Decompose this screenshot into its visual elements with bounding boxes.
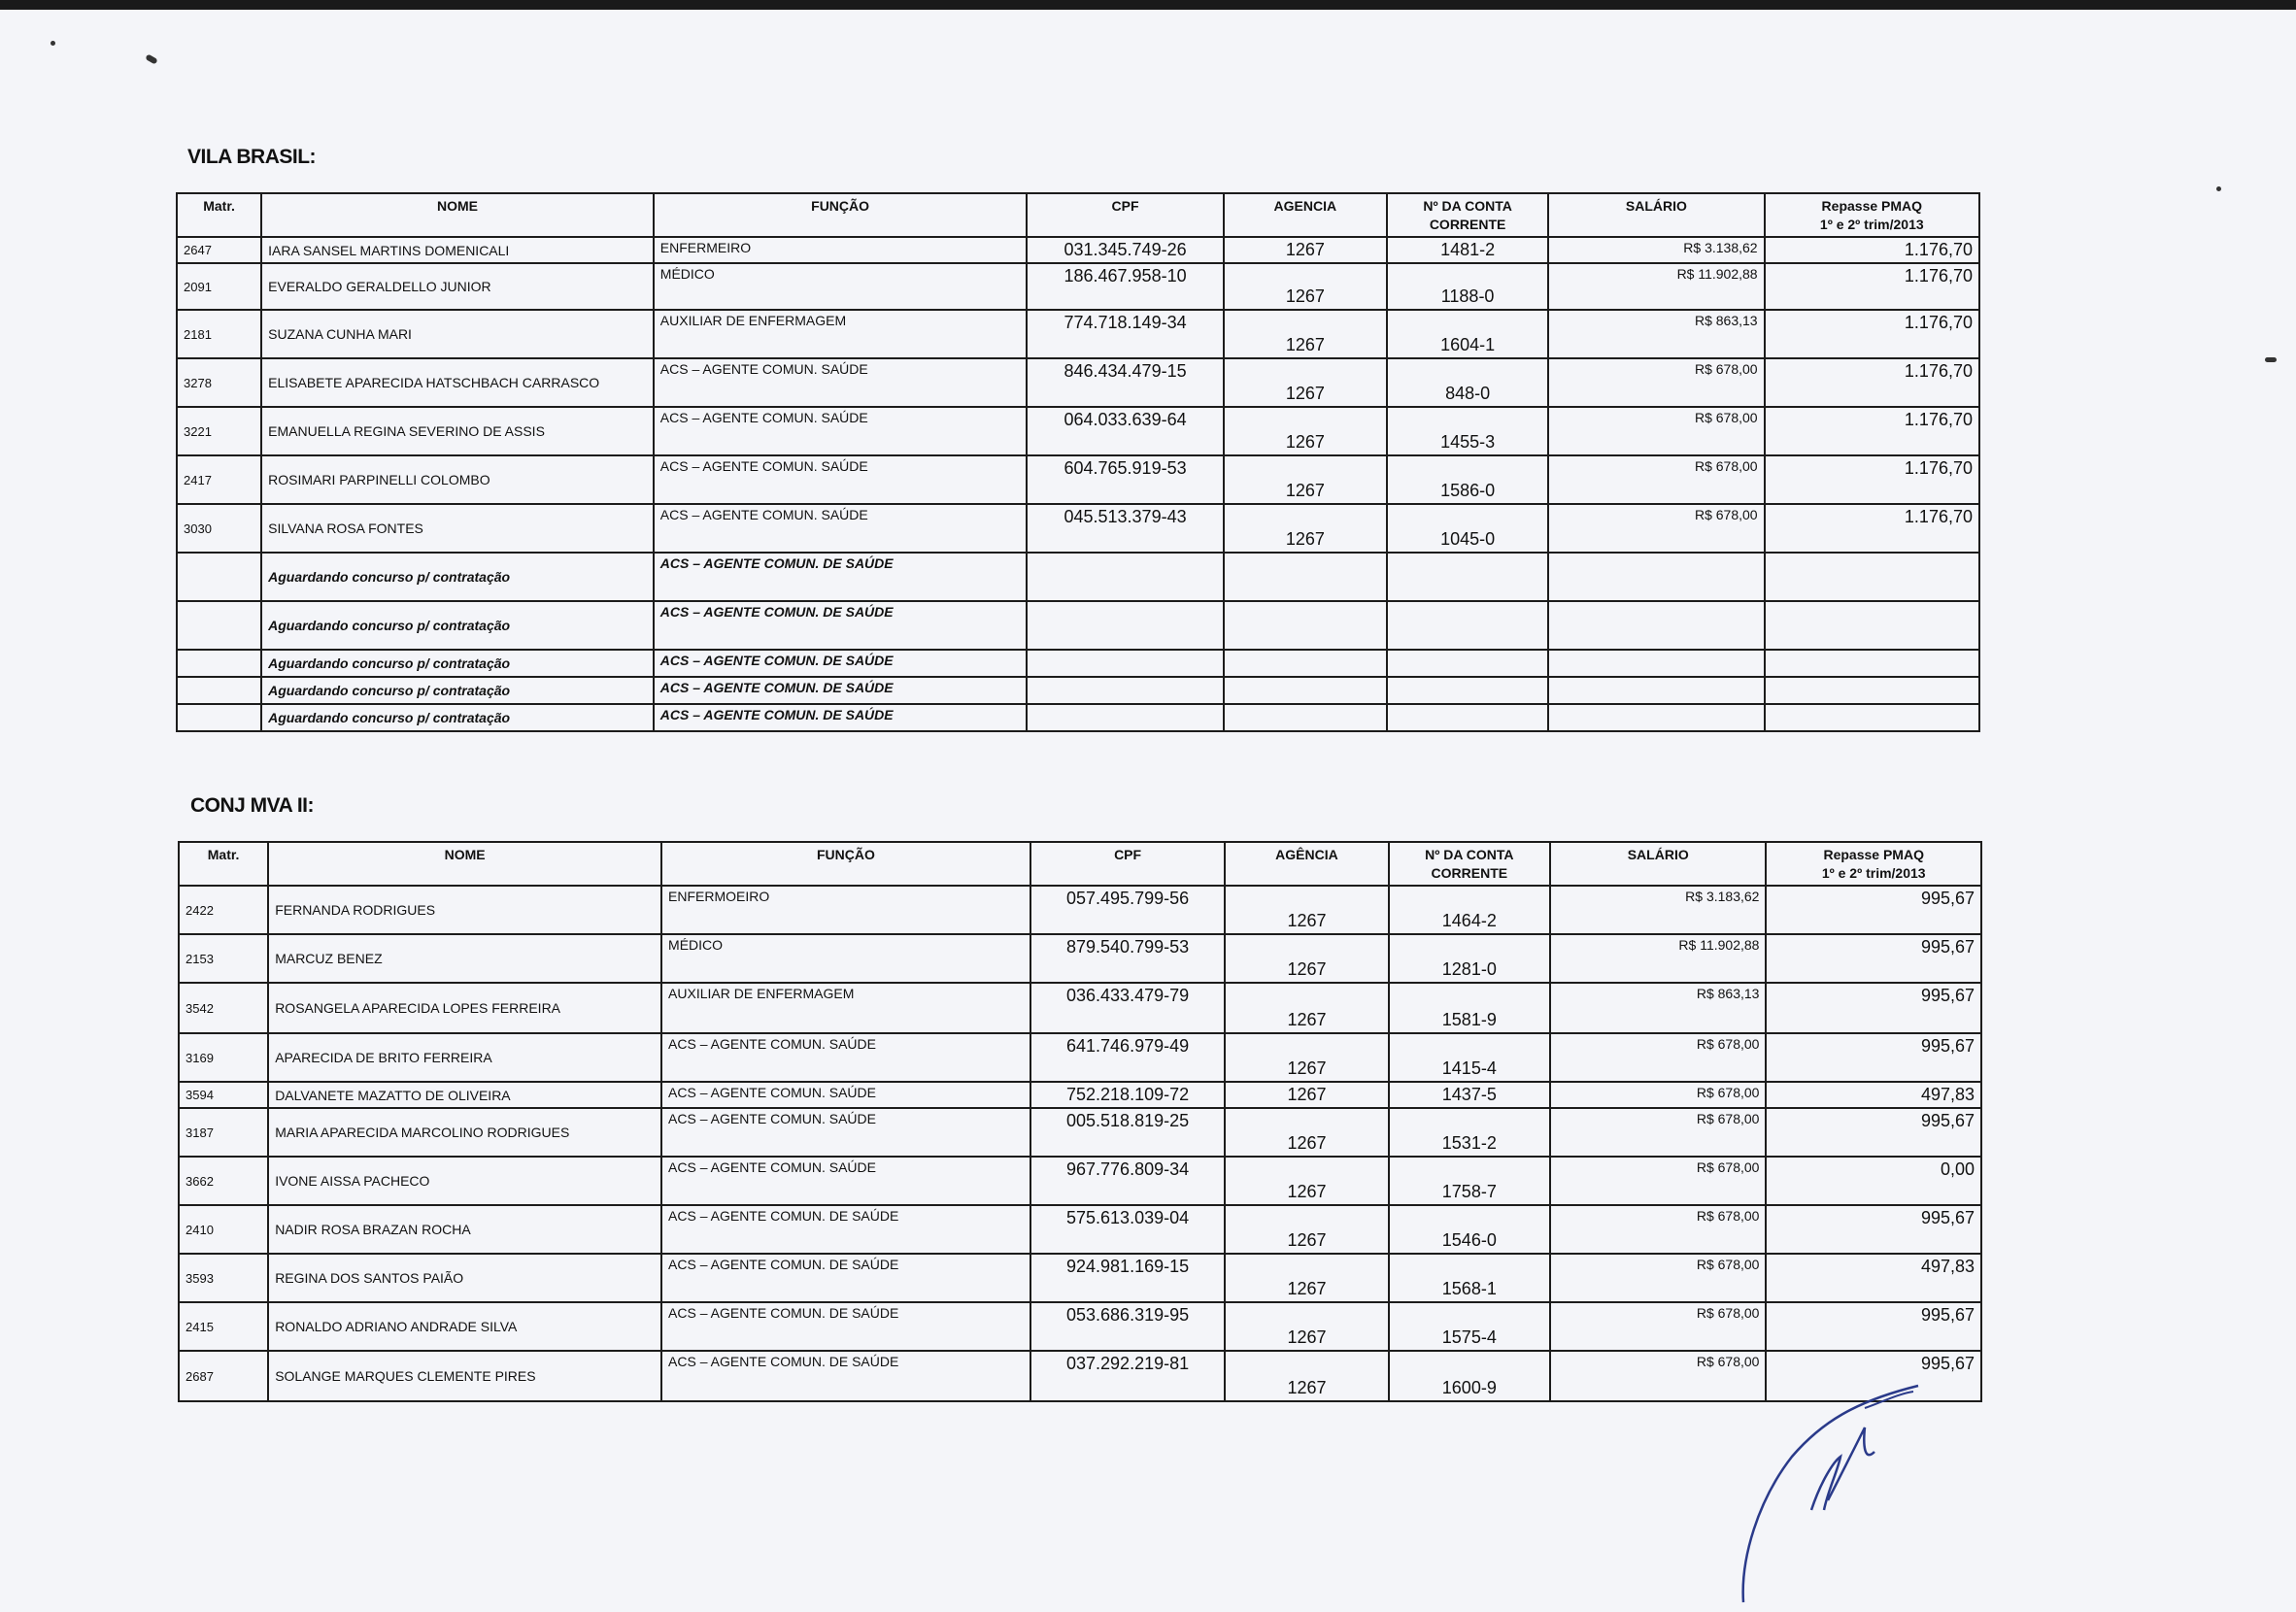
cell-agencia: 1267 <box>1225 1157 1388 1205</box>
cell-cpf: 053.686.319-95 <box>1030 1302 1225 1351</box>
header-agencia-text: AGÊNCIA <box>1275 847 1338 862</box>
cell-salario: R$ 678,00 <box>1550 1082 1766 1108</box>
cell-conta <box>1387 677 1548 704</box>
cell-matr: 2687 <box>179 1351 268 1401</box>
cell-conta: 1604-1 <box>1387 310 1548 358</box>
cell-agencia: 1267 <box>1225 1254 1388 1302</box>
table-row <box>177 704 1979 731</box>
scan-top-edge <box>0 0 2296 10</box>
cell-nome: MARIA APARECIDA MARCOLINO RODRIGUES <box>268 1108 661 1157</box>
section-title-conj-mva: CONJ MVA II: <box>190 794 315 817</box>
cell-salario: R$ 678,00 <box>1550 1108 1766 1157</box>
table-row <box>177 553 1979 601</box>
header-conta-text: CORRENTE <box>1429 217 1506 232</box>
cell-cpf: 846.434.479-15 <box>1027 358 1223 407</box>
cell-matr: 2417 <box>177 455 261 504</box>
header-matr <box>177 193 261 237</box>
cell-salario: R$ 678,00 <box>1550 1157 1766 1205</box>
cell-conta: 1045-0 <box>1387 504 1548 553</box>
cell-nome: APARECIDA DE BRITO FERREIRA <box>268 1033 661 1082</box>
table-row <box>179 1205 1981 1254</box>
cell-cpf: 057.495.799-56 <box>1030 886 1225 934</box>
cell-matr: 3542 <box>179 983 268 1033</box>
cell-funcao: ACS – AGENTE COMUN. SAÚDE <box>654 358 1028 407</box>
cell-conta: 1281-0 <box>1389 934 1550 983</box>
table-row <box>177 263 1979 310</box>
cell-cpf: 774.718.149-34 <box>1027 310 1223 358</box>
cell-nome: FERNANDA RODRIGUES <box>268 886 661 934</box>
cell-nome: Aguardando concurso p/ contratação <box>261 704 654 731</box>
table-row <box>177 677 1979 704</box>
table-row <box>177 455 1979 504</box>
cell-repasse: 995,67 <box>1766 1302 1981 1351</box>
cell-funcao: ACS – AGENTE COMUN. DE SAÚDE <box>661 1302 1030 1351</box>
cell-nome: IVONE AISSA PACHECO <box>268 1157 661 1205</box>
cell-repasse: 995,67 <box>1766 1108 1981 1157</box>
cell-salario: R$ 678,00 <box>1550 1205 1766 1254</box>
header-conta-text: Nº DA CONTA <box>1423 198 1512 214</box>
cell-matr <box>177 601 261 650</box>
table-vila-brasil <box>176 192 1980 732</box>
cell-salario <box>1548 553 1764 601</box>
cell-nome: DALVANETE MAZATTO DE OLIVEIRA <box>268 1082 661 1108</box>
cell-salario: R$ 678,00 <box>1550 1351 1766 1401</box>
cell-nome: REGINA DOS SANTOS PAIÃO <box>268 1254 661 1302</box>
cell-conta: 1568-1 <box>1389 1254 1550 1302</box>
cell-funcao: ACS – AGENTE COMUN. DE SAÚDE <box>661 1205 1030 1254</box>
cell-nome: NADIR ROSA BRAZAN ROCHA <box>268 1205 661 1254</box>
cell-cpf <box>1027 677 1223 704</box>
cell-funcao: ACS – AGENTE COMUN. DE SAÚDE <box>654 677 1028 704</box>
table-row <box>177 407 1979 455</box>
header-nome-text: NOME <box>436 198 478 214</box>
table-row <box>179 886 1981 934</box>
header-conta-text: CORRENTE <box>1431 865 1508 881</box>
cell-repasse: 995,67 <box>1766 983 1981 1033</box>
table-row <box>179 1108 1981 1157</box>
cell-agencia: 1267 <box>1224 407 1387 455</box>
cell-salario: R$ 863,13 <box>1550 983 1766 1033</box>
header-funcao <box>654 193 1028 237</box>
cell-funcao: ACS – AGENTE COMUN. DE SAÚDE <box>654 601 1028 650</box>
cell-repasse: 995,67 <box>1766 1205 1981 1254</box>
cell-nome: SOLANGE MARQUES CLEMENTE PIRES <box>268 1351 661 1401</box>
cell-cpf: 036.433.479-79 <box>1030 983 1225 1033</box>
table-row <box>179 1082 1981 1108</box>
cell-funcao: AUXILIAR DE ENFERMAGEM <box>654 310 1028 358</box>
cell-nome: Aguardando concurso p/ contratação <box>261 650 654 677</box>
cell-repasse: 1.176,70 <box>1765 504 1979 553</box>
cell-nome: Aguardando concurso p/ contratação <box>261 677 654 704</box>
cell-agencia <box>1224 677 1387 704</box>
cell-salario: R$ 678,00 <box>1548 504 1764 553</box>
cell-cpf: 186.467.958-10 <box>1027 263 1223 310</box>
cell-matr: 3030 <box>177 504 261 553</box>
cell-funcao: ACS – AGENTE COMUN. DE SAÚDE <box>654 704 1028 731</box>
cell-funcao: ACS – AGENTE COMUN. DE SAÚDE <box>654 553 1028 601</box>
cell-conta: 1586-0 <box>1387 455 1548 504</box>
cell-repasse: 995,67 <box>1766 934 1981 983</box>
cell-salario: R$ 678,00 <box>1548 358 1764 407</box>
cell-matr: 3169 <box>179 1033 268 1082</box>
cell-funcao: ENFERMEIRO <box>654 237 1028 263</box>
cell-funcao: ACS – AGENTE COMUN. SAÚDE <box>661 1108 1030 1157</box>
cell-matr: 2415 <box>179 1302 268 1351</box>
header-salario-text: SALÁRIO <box>1625 198 1687 214</box>
cell-nome: EMANUELLA REGINA SEVERINO DE ASSIS <box>261 407 654 455</box>
header-repasse <box>1766 842 1981 886</box>
table-row <box>179 1254 1981 1302</box>
table-row <box>177 358 1979 407</box>
cell-salario: R$ 863,13 <box>1548 310 1764 358</box>
cell-agencia: 1267 <box>1225 983 1388 1033</box>
header-cpf-text: CPF <box>1114 847 1142 862</box>
cell-funcao: MÉDICO <box>661 934 1030 983</box>
header-repasse-text: Repasse PMAQ <box>1821 198 1923 214</box>
cell-matr: 3593 <box>179 1254 268 1302</box>
cell-nome: SILVANA ROSA FONTES <box>261 504 654 553</box>
cell-matr: 2181 <box>177 310 261 358</box>
cell-agencia: 1267 <box>1224 455 1387 504</box>
cell-repasse: 1.176,70 <box>1765 263 1979 310</box>
cell-cpf: 967.776.809-34 <box>1030 1157 1225 1205</box>
cell-conta <box>1387 650 1548 677</box>
cell-matr <box>177 704 261 731</box>
header-agencia-text: AGENCIA <box>1273 198 1337 214</box>
table-row <box>177 504 1979 553</box>
cell-salario: R$ 678,00 <box>1550 1254 1766 1302</box>
cell-repasse <box>1765 601 1979 650</box>
cell-conta: 1546-0 <box>1389 1205 1550 1254</box>
handwritten-signature <box>1719 1364 1952 1607</box>
cell-conta: 1531-2 <box>1389 1108 1550 1157</box>
cell-salario: R$ 678,00 <box>1548 407 1764 455</box>
cell-agencia <box>1224 553 1387 601</box>
header-conta <box>1389 842 1550 886</box>
cell-repasse: 1.176,70 <box>1765 407 1979 455</box>
cell-conta: 1481-2 <box>1387 237 1548 263</box>
header-salario <box>1550 842 1766 886</box>
cell-agencia: 1267 <box>1225 934 1388 983</box>
section-title-vila-brasil: VILA BRASIL: <box>187 146 317 168</box>
cell-agencia: 1267 <box>1225 1033 1388 1082</box>
header-cpf <box>1027 193 1223 237</box>
cell-nome: Aguardando concurso p/ contratação <box>261 553 654 601</box>
cell-repasse: 1.176,70 <box>1765 310 1979 358</box>
cell-cpf <box>1027 553 1223 601</box>
cell-salario: R$ 678,00 <box>1550 1302 1766 1351</box>
cell-funcao: ACS – AGENTE COMUN. SAÚDE <box>654 504 1028 553</box>
cell-repasse: 497,83 <box>1766 1254 1981 1302</box>
header-repasse-text: 1º e 2º trim/2013 <box>1819 217 1924 232</box>
table-row <box>179 1157 1981 1205</box>
cell-salario: R$ 678,00 <box>1548 455 1764 504</box>
cell-conta: 1758-7 <box>1389 1157 1550 1205</box>
cell-matr: 2647 <box>177 237 261 263</box>
cell-nome: ELISABETE APARECIDA HATSCHBACH CARRASCO <box>261 358 654 407</box>
cell-matr: 2091 <box>177 263 261 310</box>
cell-matr: 2410 <box>179 1205 268 1254</box>
cell-agencia: 1267 <box>1224 310 1387 358</box>
cell-funcao: ACS – AGENTE COMUN. SAÚDE <box>661 1033 1030 1082</box>
cell-salario <box>1548 704 1764 731</box>
cell-funcao: ACS – AGENTE COMUN. SAÚDE <box>661 1157 1030 1205</box>
cell-conta: 848-0 <box>1387 358 1548 407</box>
cell-funcao: ACS – AGENTE COMUN. DE SAÚDE <box>661 1254 1030 1302</box>
cell-salario <box>1548 650 1764 677</box>
cell-agencia: 1267 <box>1225 1302 1388 1351</box>
cell-conta <box>1387 704 1548 731</box>
scan-speck <box>2265 357 2277 362</box>
cell-conta <box>1387 601 1548 650</box>
cell-repasse: 0,00 <box>1766 1157 1981 1205</box>
cell-matr: 3662 <box>179 1157 268 1205</box>
header-cpf-text: CPF <box>1111 198 1139 214</box>
cell-salario: R$ 11.902,88 <box>1548 263 1764 310</box>
header-funcao <box>661 842 1030 886</box>
cell-nome: EVERALDO GERALDELLO JUNIOR <box>261 263 654 310</box>
cell-repasse <box>1765 553 1979 601</box>
table-row <box>179 1351 1981 1401</box>
header-matr-text: Matr. <box>207 847 240 862</box>
cell-repasse: 1.176,70 <box>1765 358 1979 407</box>
cell-cpf <box>1027 601 1223 650</box>
cell-cpf: 031.345.749-26 <box>1027 237 1223 263</box>
cell-conta: 1455-3 <box>1387 407 1548 455</box>
header-repasse <box>1765 193 1979 237</box>
cell-matr <box>177 650 261 677</box>
cell-conta: 1437-5 <box>1389 1082 1550 1108</box>
header-funcao-text: FUNÇÃO <box>817 847 875 862</box>
cell-funcao: AUXILIAR DE ENFERMAGEM <box>661 983 1030 1033</box>
cell-funcao: ACS – AGENTE COMUN. SAÚDE <box>661 1082 1030 1108</box>
cell-agencia <box>1224 650 1387 677</box>
cell-repasse: 1.176,70 <box>1765 455 1979 504</box>
cell-funcao: ACS – AGENTE COMUN. SAÚDE <box>654 455 1028 504</box>
cell-cpf: 045.513.379-43 <box>1027 504 1223 553</box>
header-repasse-text: Repasse PMAQ <box>1823 847 1924 862</box>
cell-agencia <box>1224 601 1387 650</box>
cell-matr <box>177 677 261 704</box>
cell-agencia: 1267 <box>1225 1082 1388 1108</box>
cell-cpf: 575.613.039-04 <box>1030 1205 1225 1254</box>
cell-nome: SUZANA CUNHA MARI <box>261 310 654 358</box>
cell-nome: ROSIMARI PARPINELLI COLOMBO <box>261 455 654 504</box>
cell-agencia: 1267 <box>1225 1108 1388 1157</box>
scan-speck <box>2216 186 2221 191</box>
cell-cpf: 064.033.639-64 <box>1027 407 1223 455</box>
cell-cpf <box>1027 650 1223 677</box>
header-agencia <box>1225 842 1388 886</box>
table-row <box>179 1033 1981 1082</box>
cell-agencia: 1267 <box>1224 237 1387 263</box>
cell-salario: R$ 3.138,62 <box>1548 237 1764 263</box>
table-row <box>177 237 1979 263</box>
cell-salario: R$ 678,00 <box>1550 1033 1766 1082</box>
header-salario <box>1548 193 1764 237</box>
cell-repasse: 995,67 <box>1766 1033 1981 1082</box>
cell-repasse <box>1765 677 1979 704</box>
cell-nome: MARCUZ BENEZ <box>268 934 661 983</box>
table-row <box>179 1302 1981 1351</box>
table-row <box>177 310 1979 358</box>
cell-matr: 3221 <box>177 407 261 455</box>
table-row <box>179 983 1981 1033</box>
cell-conta <box>1387 553 1548 601</box>
scan-speck <box>51 41 55 46</box>
cell-repasse: 995,67 <box>1766 886 1981 934</box>
header-nome <box>261 193 654 237</box>
cell-agencia: 1267 <box>1225 886 1388 934</box>
cell-cpf: 037.292.219-81 <box>1030 1351 1225 1401</box>
cell-agencia: 1267 <box>1224 358 1387 407</box>
table-row <box>179 934 1981 983</box>
header-matr-text: Matr. <box>203 198 235 214</box>
cell-funcao: ACS – AGENTE COMUN. SAÚDE <box>654 407 1028 455</box>
header-conta <box>1387 193 1548 237</box>
cell-salario: R$ 3.183,62 <box>1550 886 1766 934</box>
cell-repasse: 995,67 <box>1766 1351 1981 1401</box>
scan-speck <box>145 53 157 64</box>
cell-funcao: ACS – AGENTE COMUN. DE SAÚDE <box>661 1351 1030 1401</box>
cell-nome: IARA SANSEL MARTINS DOMENICALI <box>261 237 654 263</box>
cell-agencia: 1267 <box>1225 1205 1388 1254</box>
cell-funcao: ACS – AGENTE COMUN. DE SAÚDE <box>654 650 1028 677</box>
header-agencia <box>1224 193 1387 237</box>
cell-cpf: 879.540.799-53 <box>1030 934 1225 983</box>
cell-repasse: 1.176,70 <box>1765 237 1979 263</box>
cell-nome: ROSANGELA APARECIDA LOPES FERREIRA <box>268 983 661 1033</box>
cell-conta: 1415-4 <box>1389 1033 1550 1082</box>
cell-conta: 1600-9 <box>1389 1351 1550 1401</box>
table-row <box>177 601 1979 650</box>
header-salario-text: SALÁRIO <box>1627 847 1689 862</box>
cell-conta: 1464-2 <box>1389 886 1550 934</box>
cell-nome: RONALDO ADRIANO ANDRADE SILVA <box>268 1302 661 1351</box>
cell-matr <box>177 553 261 601</box>
cell-repasse <box>1765 704 1979 731</box>
cell-matr: 3187 <box>179 1108 268 1157</box>
cell-cpf: 641.746.979-49 <box>1030 1033 1225 1082</box>
header-nome-text: NOME <box>444 847 486 862</box>
cell-cpf <box>1027 704 1223 731</box>
cell-agencia <box>1224 704 1387 731</box>
header-nome <box>268 842 661 886</box>
table-conj-mva <box>178 841 1982 1402</box>
cell-conta: 1575-4 <box>1389 1302 1550 1351</box>
cell-salario: R$ 11.902,88 <box>1550 934 1766 983</box>
cell-salario <box>1548 677 1764 704</box>
cell-matr: 2153 <box>179 934 268 983</box>
cell-salario <box>1548 601 1764 650</box>
header-cpf <box>1030 842 1225 886</box>
header-matr <box>179 842 268 886</box>
cell-agencia: 1267 <box>1224 263 1387 310</box>
cell-cpf: 752.218.109-72 <box>1030 1082 1225 1108</box>
cell-matr: 3594 <box>179 1082 268 1108</box>
cell-repasse: 497,83 <box>1766 1082 1981 1108</box>
cell-agencia: 1267 <box>1225 1351 1388 1401</box>
cell-cpf: 604.765.919-53 <box>1027 455 1223 504</box>
cell-conta: 1188-0 <box>1387 263 1548 310</box>
cell-funcao: MÉDICO <box>654 263 1028 310</box>
cell-conta: 1581-9 <box>1389 983 1550 1033</box>
cell-matr: 2422 <box>179 886 268 934</box>
cell-cpf: 924.981.169-15 <box>1030 1254 1225 1302</box>
cell-agencia: 1267 <box>1224 504 1387 553</box>
header-funcao-text: FUNÇÃO <box>811 198 870 214</box>
cell-matr: 3278 <box>177 358 261 407</box>
header-conta-text: Nº DA CONTA <box>1425 847 1514 862</box>
cell-cpf: 005.518.819-25 <box>1030 1108 1225 1157</box>
cell-funcao: ENFERMOEIRO <box>661 886 1030 934</box>
table-row <box>177 650 1979 677</box>
cell-repasse <box>1765 650 1979 677</box>
cell-nome: Aguardando concurso p/ contratação <box>261 601 654 650</box>
header-repasse-text: 1º e 2º trim/2013 <box>1821 865 1926 881</box>
